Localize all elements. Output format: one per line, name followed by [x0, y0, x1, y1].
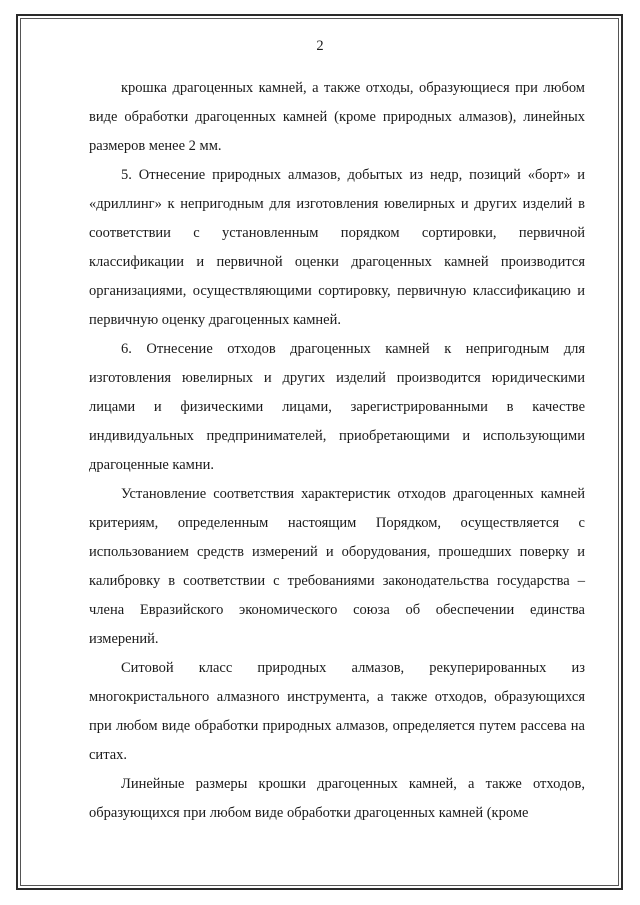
- paragraph-item-6: 6. Отнесение отходов драгоценных камней к непригодным для изготовления ювелирных и других изделий производится юридическими лицами и физическими лицами, зарегистрированными в качестве индивидуальных предпринимателей, приобретающими и использующими драгоценные камни.: [89, 341, 585, 473]
- paragraph-sieve-class: Ситовой класс природных алмазов, рекуперированных из многокристального алмазного инструмента, а также отходов, образующихся при любом виде обработки природных алмазов, определяется путем рассева на ситах.: [89, 660, 585, 763]
- page-number: 2: [316, 38, 324, 54]
- paragraph-compliance: Установление соответствия характеристик отходов драгоценных камней критериям, определенным настоящим Порядком, осуществляется с использованием средств измерений и оборудования, прошедших поверку и калибровку в соответствии с требованиями законодательства государства – члена Евразийского экономического союза об обеспечении единства измерений.: [89, 486, 585, 647]
- document-body: [89, 74, 585, 828]
- paragraph-linear-sizes: Линейные размеры крошки драгоценных камней, а также отходов, образующихся при любом виде обработки драгоценных камней (кроме: [89, 776, 585, 821]
- paragraph-continuation: крошка драгоценных камней, а также отходы, образующиеся при любом виде обработки драгоценных камней (кроме природных алмазов), линейных размеров менее 2 мм.: [89, 80, 585, 154]
- paragraph-item-5: 5. Отнесение природных алмазов, добытых из недр, позиций «борт» и «дриллинг» к непригодным для изготовления ювелирных и других изделий в соответствии с установленным порядком сортировки, первичной классификации и первичной оценки драгоценных камней производится организациями, осуществляющими сортировку, первичную классификацию и первичную оценку драгоценных камней.: [89, 167, 585, 328]
